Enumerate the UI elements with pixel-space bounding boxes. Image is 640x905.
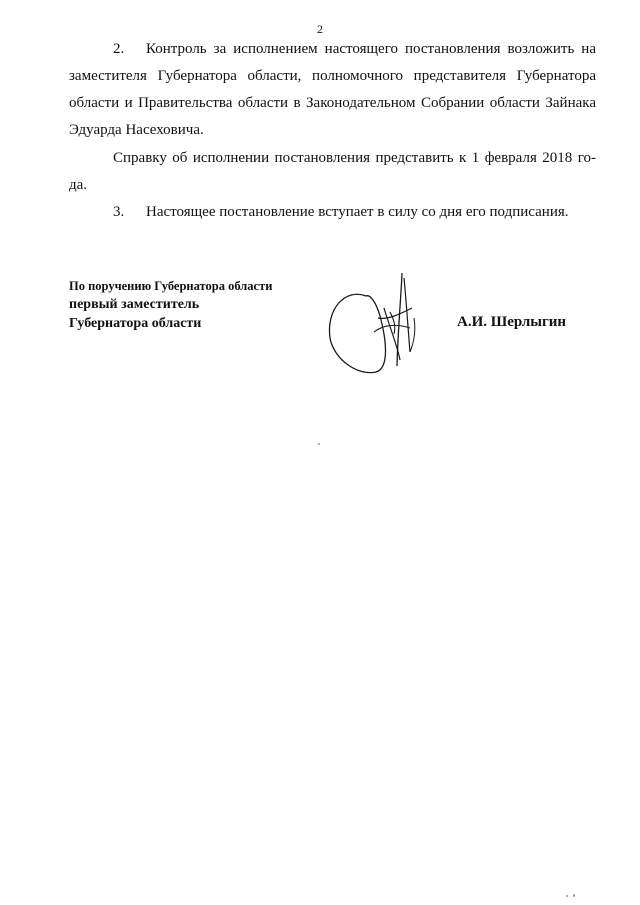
- paragraph-3-number: 3.: [113, 204, 125, 220]
- paragraph-2-number: 2.: [113, 41, 125, 57]
- scan-speck: [318, 443, 320, 445]
- page-number: 2: [317, 22, 323, 36]
- paragraph-3: 3. Настоящее постановление вступает в силу со дня его подписания.: [69, 199, 596, 226]
- handwritten-signature: [318, 268, 428, 383]
- report-paragraph-line-1: Справку об исполнении постановления представить к 1 февраля 2018 го-: [113, 150, 596, 166]
- signatory-authority: По поручению Губернатора области: [69, 279, 273, 293]
- signatory-title-block: [69, 277, 272, 333]
- paragraph-2-line-4: Эдуарда Насеховича.: [69, 122, 204, 138]
- scan-speck: [573, 894, 575, 897]
- signatory-name: А.И. Шерлыгин: [457, 314, 567, 330]
- scan-speck: [566, 895, 568, 897]
- signatory-position: первый заместитель: [69, 297, 200, 312]
- paragraph-2-line-1: 2. Контроль за исполнением настоящего постановления возложить на: [69, 36, 596, 63]
- report-paragraph-line-2: да.: [69, 177, 88, 193]
- signatory-position-org: Губернатора области: [69, 316, 202, 331]
- paragraph-2-line-2: заместителя Губернатора области, полномочного представителя Губернатора: [69, 68, 596, 84]
- paragraph-2-line-3: области и Правительства области в Законодательном Собрании области Зайнака: [69, 95, 596, 111]
